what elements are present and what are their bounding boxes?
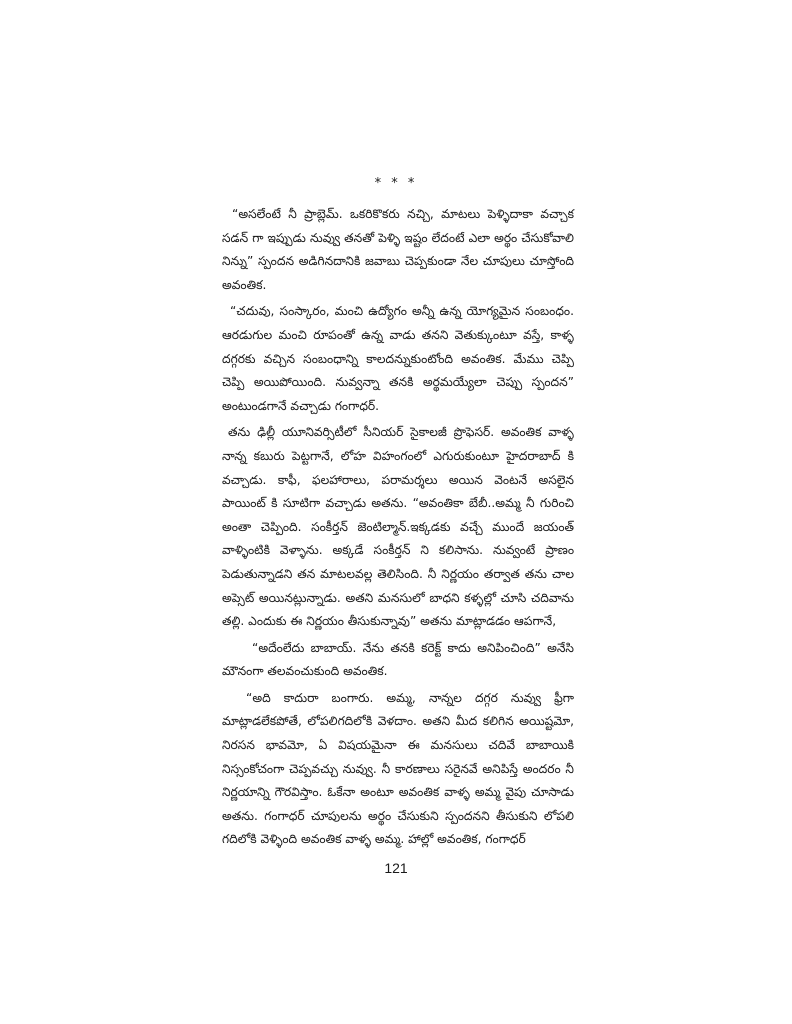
- paragraph: తను ఢిల్లీ యూనివర్సిటీలో సీనియర్ సైకాలజీ ప్రొఫెసర్. అవంతిక వాళ్ళ నాన్న కబురు పెట్టగానే, లోహ విహంగంలో ఎగురుకుంటూ హైదరాబాద్ కి వచ్చాడు. కాఫీ, ఫలహారాలు, పరామర్శలు అయిన వెంటనే అసలైన పాయింట్ కి సూటిగా వచ్చాడు అతను. “అవంతికా బేబీ..అమ్మ నీ గురించి అంతా చెప్పింది. సంకీర్తన్ జెంటిల్మాన్.ఇక్కడకు వచ్చే ముందే జయంత్ వాళ్ళింటికి వెళ్ళాను. అక్కడే సంకీర్తన్ ని కలిసాను. నువ్వంటే ప్రాణం పెడుతున్నాడని తన మాటలవల్ల తెలిసింది. నీ నిర్ణయం తర్వాత తను చాల అప్సెట్ అయినట్లున్నాడు. అతని మనసులో బాధని కళ్ళల్లో చూసి చదివాను తల్లి. ఎందుకు ఈ నిర్ణయం తీసుకున్నావు” అతను మాట్లాడడం ఆపగానే,: [222, 425, 574, 629]
- paragraph: “అది కాదురా బంగారు. అమ్మ, నాన్నల దగ్గర నువ్వు ఫ్రీగా మాట్లాడలేకపోతే, లోపలిగదిలోకి వెళదాం. అతని మీద కలిగిన అయిష్టమో, నిరసన భావమో, ఏ విషయమైనా ఈ మనసులు చదివే బాబాయికి నిస్సంకోచంగా చెప్పవచ్చు నువ్వు. నీ కారణాలు సరైనవే అనిపిస్తే అందరం నీ నిర్ణయాన్ని గౌరవిస్తాం. ఓకేనా అంటూ అవంతిక వాళ్ళ అమ్మ వైపు చూసాడు అతను. గంగాధర్ చూపులను అర్థం చేసుకుని స్పందనని తీసుకుని లోపలి గదిలోకి వెళ్ళింది అవంతిక వాళ్ళ అమ్మ. హాల్లో అవంతిక, గంగాధర్: [222, 690, 574, 847]
- paragraph: “చదువు, సంస్కారం, మంచి ఉద్యోగం అన్నీ ఉన్న యోగ్యమైన సంబంధం. ఆరడుగుల మంచి రూపంతో ఉన్న వాడు తనని వెతుక్కుంటూ వస్తే, కాళ్ళ దగ్గరకు వచ్చిన సంబంధాన్ని కాలదన్నుకుంటోంది అవంతిక. మేము చెప్పి చెప్పి అయిపోయింది. నువ్వన్నా తనకి అర్థమయ్యేలా చెప్పు స్పందన” అంటుండగానే వచ్చాడు గంగాధర్.: [222, 304, 574, 413]
- section-separator: * * *: [374, 176, 418, 191]
- paragraph: “అదేంలేదు బాబాయ్. నేను తనకి కరెక్ట్ కాదు అనిపించింది” అనేసి మౌనంగా తలవంచుకుంది అవంతిక.: [222, 640, 574, 679]
- paragraph: “అసలేంటే నీ ప్రాబ్లెమ్. ఒకరికొకరు నచ్చి, మాటలు పెళ్ళిదాకా వచ్చాక సడన్ గా ఇప్పుడు నువ్వు తనతో పెళ్ళి ఇష్టం లేదంటే ఎలా అర్థం చేసుకోవాలి నిన్ను” స్పందన అడిగినదానికి జవాబు చెప్పకుండా నేల చూపులు చూస్తోంది అవంతిక.: [222, 207, 574, 292]
- body-text: [222, 203, 574, 855]
- page-number: 121: [384, 860, 408, 876]
